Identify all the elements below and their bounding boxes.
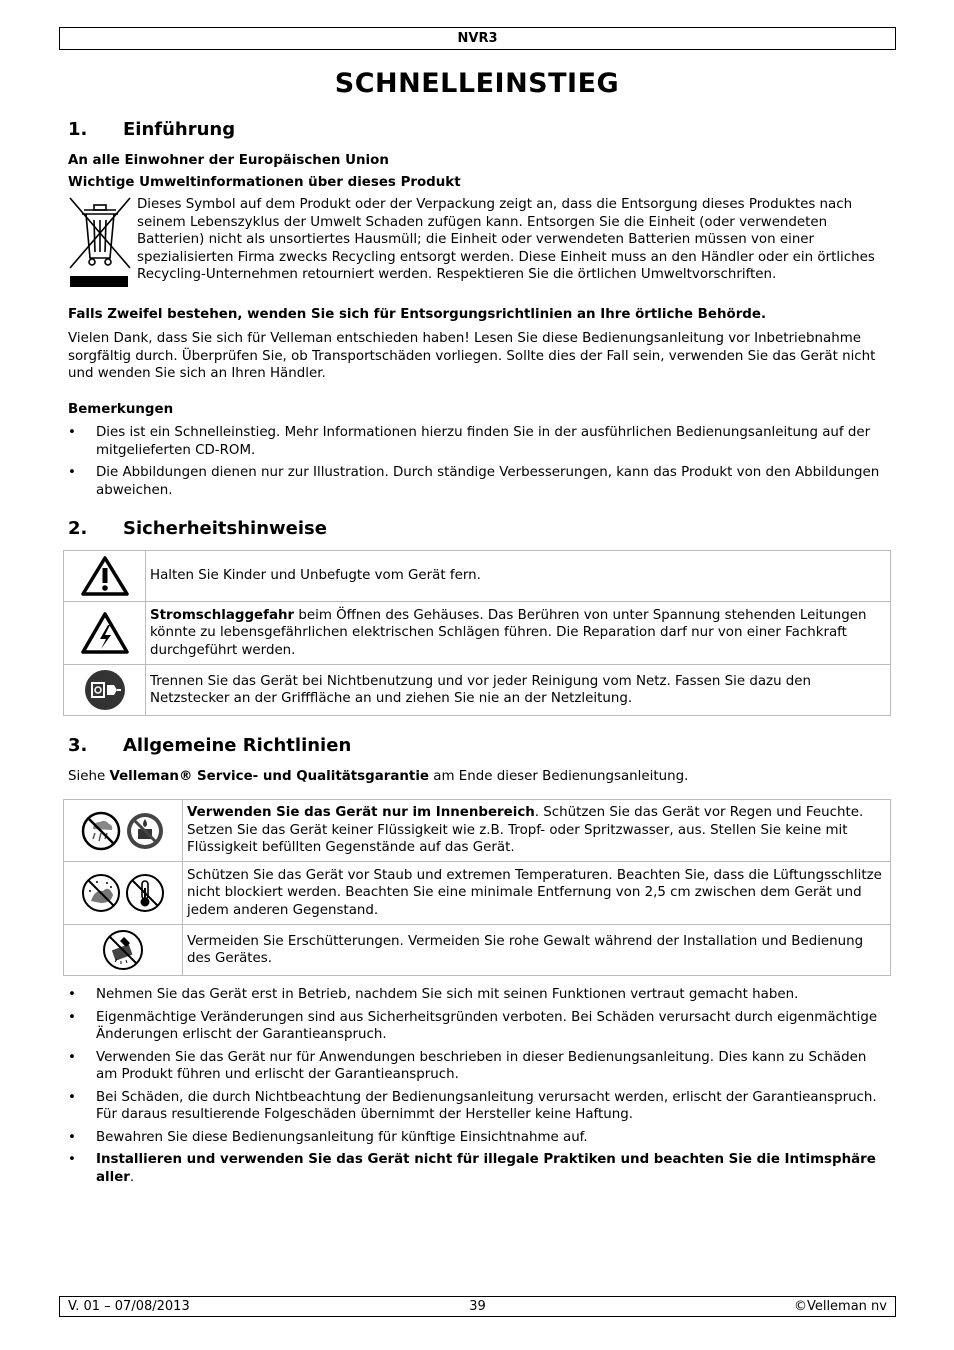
row-bold-text: Stromschlaggefahr: [150, 607, 295, 623]
text-cell: [183, 800, 891, 862]
weee-text: Dieses Symbol auf dem Produkt oder der Verpackung zeigt an, dass die Entsorgung dieses Produktes nach seinem Lebenszyklus der Umwelt Schaden zufügen kann. Entsorgen Sie die Einheit (oder verwendeten Batterien) nicht als unsortiertes Hausmüll; die Einheit oder verwendeten Batterien müssen von einer spezialisierten Firma zwecks Recycling entsorgt werden. Diese Einheit muss an den Händler oder ein örtliches Recycling-Unternehmen retourniert werden. Respektieren Sie die örtlichen Umweltvorschriften.: [137, 197, 875, 282]
list-item: [68, 1009, 883, 1044]
list-item: [68, 464, 883, 499]
icon-cell: [64, 925, 183, 976]
table-row: [64, 551, 891, 602]
table-row: [64, 602, 891, 665]
table-row: [64, 800, 891, 862]
no-extreme-temperature-icon: [125, 873, 165, 913]
table-row: [64, 862, 891, 925]
row-bold-text: Verwenden Sie das Gerät nur im Innenbereich: [187, 805, 535, 821]
text-cell: [146, 665, 891, 716]
row-text: Vermeiden Sie Erschütterungen. Vermeiden Sie rohe Gewalt während der Installation und Bedienung des Gerätes.: [187, 933, 864, 966]
list-item: [68, 1129, 883, 1147]
list-item-bold: Installieren und verwenden Sie das Gerät nicht für illegale Praktiken und beachten Sie die Intimsphäre aller: [96, 1152, 876, 1185]
text-cell: [183, 862, 891, 925]
row-text: Trennen Sie das Gerät bei Nichtbenutzung und vor jeder Reinigung vom Netz. Fassen Sie dazu den Netzstecker an der Grifffläche an und ziehen Sie nie an der Netzleitung.: [150, 673, 812, 706]
section-title: Sicherheitshinweise: [123, 518, 327, 539]
no-rain-icon: [81, 811, 121, 851]
no-shock-icon: [102, 929, 144, 971]
list-item: [68, 424, 883, 459]
section-title: Allgemeine Richtlinien: [123, 735, 352, 756]
table-row: [64, 925, 891, 976]
bullet: •: [68, 1129, 76, 1145]
guidelines-list: [68, 986, 883, 1191]
section-number: 3.: [68, 735, 88, 756]
thanks-paragraph: Vielen Dank, dass Sie sich für Velleman entschieden haben! Lesen Sie diese Bedienungsanleitung vor Inbetriebnahme sorgfältig durch. Überprüfen Sie, ob Transportschäden vorliegen. Sollte dies der Fall sein, verwenden Sie das Gerät nicht und wenden Sie sich an Ihren Händler.: [68, 331, 876, 381]
page-title: SCHNELLEINSTIEG: [334, 68, 620, 99]
footer-version: V. 01 – 07/08/2013: [68, 1299, 190, 1314]
warning-triangle-icon: [80, 555, 130, 597]
table-row: [64, 665, 891, 716]
section-number: 2.: [68, 518, 88, 539]
icon-cell: [64, 862, 183, 925]
eu-subheading: An alle Einwohner der Europäischen Union: [68, 153, 389, 168]
unplug-icon: [84, 669, 126, 711]
intro-text-end: am Ende dieser Bedienungsanleitung.: [429, 769, 689, 784]
page-number: 39: [469, 1299, 486, 1314]
guarantee-intro: [68, 768, 883, 786]
section-2-heading: [68, 517, 327, 541]
remarks-heading: Bemerkungen: [68, 402, 174, 417]
footer-copyright: ©Velleman nv: [793, 1299, 887, 1314]
section-title: Einführung: [123, 119, 236, 140]
icon-cell: [64, 800, 183, 862]
environment-subheading: Wichtige Umweltinformationen über dieses Produkt: [68, 175, 461, 190]
list-item-text: Nehmen Sie das Gerät erst in Betrieb, nachdem Sie sich mit seinen Funktionen vertraut gemacht haben.: [96, 987, 799, 1002]
header-model: NVR3: [59, 27, 896, 50]
list-item-text: Verwenden Sie das Gerät nur für Anwendungen beschrieben in dieser Bedienungsanleitung. Dies kann zu Schäden am Produkt führen und erlischt der Garantieanspruch.: [96, 1049, 867, 1082]
list-item: [68, 1089, 883, 1124]
safety-table: [63, 550, 891, 716]
text-cell: [146, 602, 891, 665]
row-text: beim Öffnen des Gehäuses. Das Berühren von unter Spannung stehenden Leitungen könnte zu lebensgefährlichen elektrischen Schlägen führen. Die Reparation darf nur von einer Fachkraft durchgeführt werden.: [150, 607, 867, 658]
row-text: . Schützen Sie das Gerät vor Regen und Feuchte. Setzen Sie das Gerät keiner Flüssigkeit wie z.B. Tropf- oder Spritzwasser, aus. Stellen Sie keine mit Flüssigkeit befüllten Gegenstände auf das Gerät.: [187, 805, 864, 856]
bullet: •: [68, 987, 76, 1002]
footer: [59, 1296, 896, 1317]
bullet: •: [68, 1049, 76, 1065]
electric-shock-icon: [80, 611, 130, 655]
list-item: [68, 1049, 883, 1084]
doubt-note: Falls Zweifel bestehen, wenden Sie sich für Entsorgungsrichtlinien an Ihre örtliche Behörde.: [68, 307, 767, 322]
icon-cell: [64, 602, 146, 665]
list-item-text: Eigenmächtige Veränderungen sind aus Sicherheitsgründen verboten. Bei Schäden verursacht durch eigenmächtige Änderungen erlischt der Garantieanspruch.: [96, 1009, 878, 1042]
list-item-text: Bewahren Sie diese Bedienungsanleitung für künftige Einsichtnahme auf.: [96, 1129, 588, 1145]
list-item: [68, 1151, 883, 1186]
list-item-text: Bei Schäden, die durch Nichtbeachtung der Bedienungsanleitung verursacht werden, erlischt der Garantieanspruch. Für daraus resultierende Folgeschäden übernimmt der Hersteller keine Haftung.: [96, 1089, 877, 1122]
row-text: Schützen Sie das Gerät vor Staub und extremen Temperaturen. Beachten Sie, dass die Lüftungsschlitze nicht blockiert werden. Beachten Sie eine minimale Entfernung von 2,5 cm zwischen dem Gerät und jedem anderen Gegenstand.: [187, 867, 882, 918]
remarks-list: [68, 424, 883, 504]
bullet: •: [68, 1089, 76, 1105]
intro-text: Siehe: [68, 769, 110, 784]
section-1-heading: [68, 118, 235, 142]
icon-cell: [64, 551, 146, 602]
bullet: •: [68, 465, 76, 480]
text-cell: [183, 925, 891, 976]
bullet: •: [68, 425, 76, 440]
list-item-end: .: [129, 1169, 135, 1185]
no-dust-icon: [81, 873, 121, 913]
list-item: [68, 986, 883, 1004]
weee-icon: [68, 196, 132, 292]
no-liquid-icon: [125, 811, 165, 851]
section-3-heading: [68, 734, 351, 758]
bullet: •: [68, 1152, 76, 1167]
guidelines-table: [63, 799, 891, 976]
text-cell: [146, 551, 891, 602]
icon-cell: [64, 665, 146, 716]
row-text: Halten Sie Kinder und Unbefugte vom Gerät fern.: [150, 568, 481, 584]
list-item-text: Die Abbildungen dienen nur zur Illustration. Durch ständige Verbesserungen, kann das Produkt von den Abbildungen abweichen.: [96, 465, 880, 498]
section-number: 1.: [68, 119, 88, 140]
intro-bold: Velleman® Service- und Qualitätsgarantie: [109, 769, 430, 784]
bullet: •: [68, 1009, 76, 1025]
list-item-text: Dies ist ein Schnelleinstieg. Mehr Informationen hierzu finden Sie in der ausführlichen Bedienungsanleitung auf der mitgelieferten CD-ROM.: [96, 425, 871, 458]
